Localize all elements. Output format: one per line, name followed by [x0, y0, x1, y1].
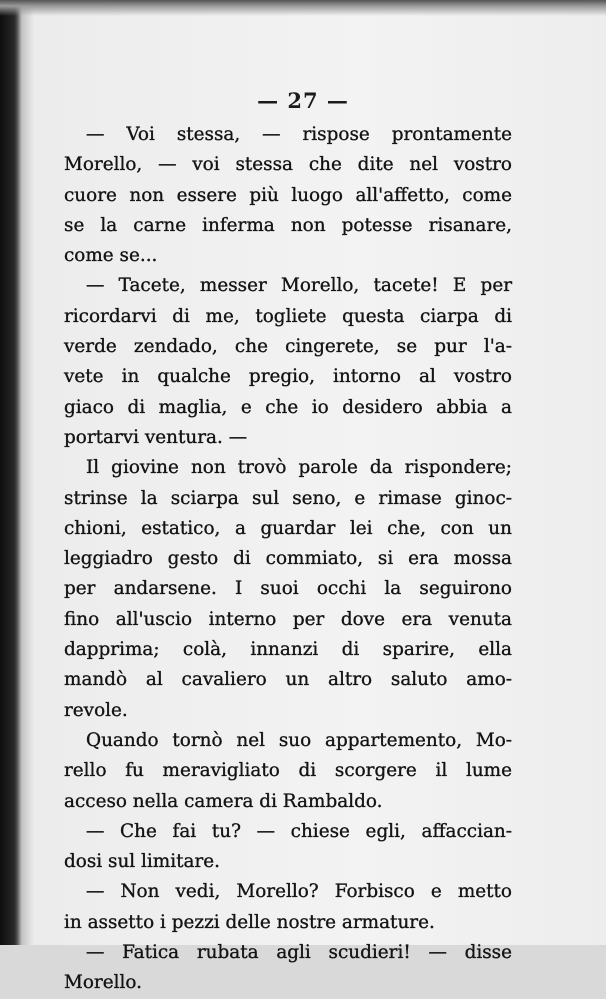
paragraph: [64, 938, 512, 999]
top-edge-shadow: [0, 0, 606, 16]
text-line: Morello, — voi stessa che dite nel vostro: [64, 154, 512, 176]
text-line: leggiadro gesto di commiato, si era mossa: [64, 548, 512, 570]
text-line: Morello.: [64, 972, 142, 994]
text-line: mandò al cavaliero un altro saluto amo-: [64, 669, 512, 691]
text-line: cuore non essere più luogo all'affetto, come: [64, 184, 512, 206]
paragraph: [64, 817, 512, 878]
text-line: come se...: [64, 245, 158, 267]
text-line: per andarsene. I suoi occhi la seguirono: [64, 578, 512, 600]
page-number: — 27 —: [257, 88, 349, 113]
text-line: — Non vedi, Morello? Forbisco e metto: [86, 881, 512, 903]
text-line: — Tacete, messer Morello, tacete! E per: [86, 275, 512, 297]
text-line: portarvi ventura. —: [64, 426, 248, 448]
text-line: ricordarvi di me, togliete questa ciarpa di: [64, 305, 512, 327]
paragraph: [64, 453, 512, 726]
paragraph: [64, 726, 512, 817]
text-line: revole.: [64, 699, 128, 721]
text-line: dosi sul limitare.: [64, 851, 220, 873]
text-line: acceso nella camera di Rambaldo.: [64, 790, 383, 812]
text-line: chioni, estatico, a guardar lei che, con un: [64, 517, 512, 539]
text-line: se la carne inferma non potesse risanare,: [64, 214, 512, 236]
paragraph: [64, 120, 512, 271]
text-line: vete in qualche pregio, intorno al vostro: [64, 366, 512, 388]
paragraph: [64, 271, 512, 453]
text-line: — Fatica rubata agli scudieri! — disse: [86, 942, 512, 964]
text-line: Quando tornò nel suo appartemento, Mo-: [86, 729, 512, 751]
text-line: Il giovine non trovò parole da rispondere;: [86, 457, 512, 479]
text-line: dapprima; colà, innanzi di sparire, ella: [64, 639, 512, 661]
paragraph: [64, 877, 512, 938]
text-line: strinse la sciarpa sul seno, e rimase ginoc-: [64, 487, 512, 509]
text-line: — Voi stessa, — rispose prontamente: [86, 124, 512, 145]
text-line: rello fu meravigliato di scorgere il lume: [64, 760, 512, 782]
text-line: verde zendado, che cingerete, se pur l'a-: [64, 336, 512, 358]
binding-shadow: [0, 0, 22, 945]
text-line: fino all'uscio interno per dove era venuta: [64, 608, 512, 630]
text-line: giaco di maglia, e che io desidero abbia a: [64, 396, 512, 418]
text-line: — Che fai tu? — chiese egli, affaccian-: [86, 820, 512, 842]
body-text: [64, 120, 512, 999]
text-line: in assetto i pezzi delle nostre armature.: [64, 911, 435, 933]
